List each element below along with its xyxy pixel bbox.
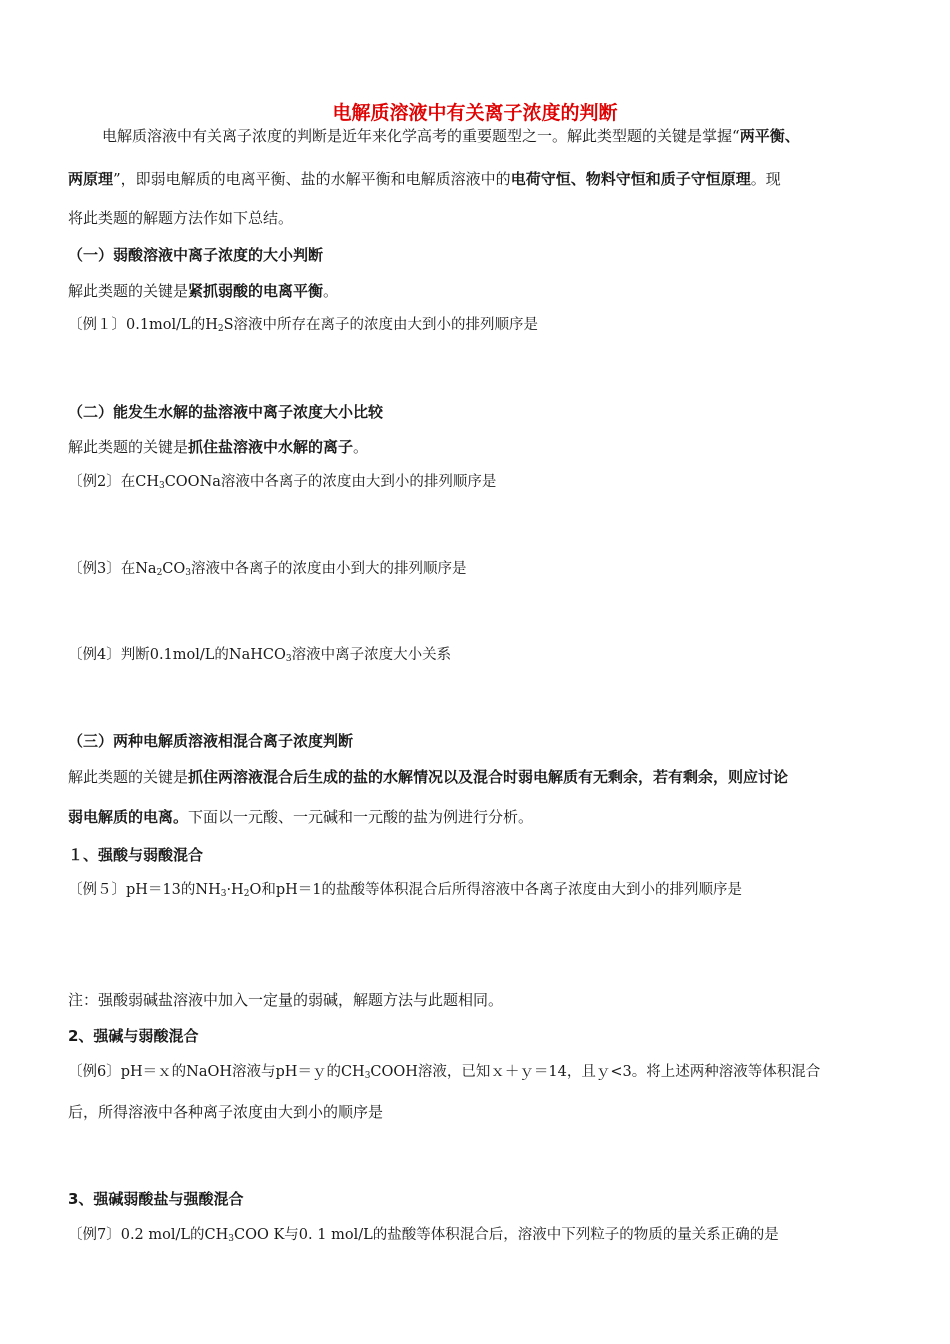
example-6-line-1 — [68, 1062, 820, 1082]
intro-bold-2: 两原理 — [68, 170, 114, 188]
intro-text-3: 。现 — [750, 170, 781, 188]
example-2-text-b: COONa溶液中各离子的浓度由大到小的排列顺序是 — [164, 474, 497, 490]
section-1-heading: （一）弱酸溶液中离子浓度的大小判断 — [68, 246, 324, 264]
example-6-line-2: 后，所得溶液中各种离子浓度由大到小的顺序是 — [68, 1103, 384, 1121]
subsection-1-heading: １、强酸与弱酸混合 — [68, 846, 204, 864]
document-title: 电解质溶液中有关离子浓度的判断 — [332, 102, 618, 124]
section-2-heading: （二）能发生水解的盐溶液中离子浓度大小比较 — [68, 403, 384, 421]
section-3-key2-bold: 弱电解质的电离。 — [68, 808, 189, 826]
example-4 — [68, 645, 451, 665]
example-3-sub-2: 3 — [185, 568, 192, 578]
section-3-key-line-2 — [68, 807, 533, 827]
example-7-sub: 3 — [228, 1234, 234, 1244]
example-4-sub: 3 — [285, 654, 292, 664]
section-2-key — [68, 437, 368, 457]
section-2-key-end: 。 — [353, 438, 369, 456]
example-5-sub: 3 — [220, 889, 227, 899]
example-7-text-b: COO K与0. 1 mol/L的盐酸等体积混合后，溶液中下列粒子的物质的量关系正确的是 — [234, 1227, 779, 1243]
example-1-text-b: S溶液中所存在离子的浓度由大到小的排列顺序是 — [223, 317, 539, 333]
example-4-text-b: 溶液中离子浓度大小关系 — [291, 647, 452, 663]
section-1-key-pre: 解此类题的关键是 — [68, 282, 189, 300]
example-2-sub: 3 — [158, 481, 165, 491]
example-7 — [68, 1225, 779, 1245]
section-2-key-bold: 抓住盐溶液中水解的离子 — [188, 438, 354, 456]
intro-line-3: 将此类题的解题方法作如下总结。 — [68, 209, 294, 227]
section-2-key-pre: 解此类题的关键是 — [68, 438, 189, 456]
intro-text-2: ”，即弱电解质的电离平衡、盐的水解平衡和电解质溶液中的 — [113, 170, 511, 188]
example-2 — [68, 472, 496, 492]
subsection-3-heading: 3、强碱弱酸盐与强酸混合 — [68, 1190, 244, 1208]
example-3-text-a: 〔例3〕在Na — [68, 561, 157, 577]
example-5 — [68, 880, 742, 900]
section-1-key — [68, 281, 338, 301]
section-1-key-end: 。 — [323, 282, 339, 300]
example-6-text-a: 〔例6〕pH＝ｘ的NaOH溶液与pH＝ｙ的CH — [68, 1064, 365, 1080]
section-3-heading: （三）两种电解质溶液相混合离子浓度判断 — [68, 732, 354, 750]
intro-line-1 — [102, 126, 800, 146]
example-3-sub-1: 2 — [156, 568, 163, 578]
intro-text-1: 电解质溶液中有关离子浓度的判断是近年来化学高考的重要题型之一。解此类型题的关键是掌握“ — [102, 127, 740, 145]
example-5-text-a: 〔例５〕pH＝13的NH — [68, 882, 221, 898]
example-1-text-a: 〔例１〕0.1mol/L的H — [68, 317, 218, 333]
example-6-text-b: COOH溶液，已知ｘ＋ｙ＝14，且ｙ<3。将上述两种溶液等体积混合 — [370, 1064, 821, 1080]
example-1 — [68, 315, 538, 335]
example-2-text-a: 〔例2〕在CH — [68, 474, 159, 490]
example-7-text-a: 〔例7〕0.2 mol/L的CH — [68, 1227, 229, 1243]
example-5-sub-2: 2 — [243, 889, 250, 899]
section-3-key-line-1 — [68, 767, 788, 787]
intro-bold-1: 两平衡、 — [739, 127, 800, 145]
section-3-key-pre: 解此类题的关键是 — [68, 768, 189, 786]
example-5-text-c: O和pH＝1的盐酸等体积混合后所得溶液中各离子浓度由大到小的排列顺序是 — [249, 882, 742, 898]
section-3-key-bold: 抓住两溶液混合后生成的盐的水解情况以及混合时弱电解质有无剩余，若有剩余，则应讨论 — [188, 768, 789, 786]
example-1-sub: 2 — [217, 324, 224, 334]
example-4-text-a: 〔例4〕判断0.1mol/L的NaHCO — [68, 647, 286, 663]
example-6-sub: 3 — [364, 1071, 371, 1081]
intro-bold-3: 电荷守恒、物料守恒和质子守恒原理 — [510, 170, 751, 188]
section-3-key2-end: 下面以一元酸、一元碱和一元酸的盐为例进行分析。 — [188, 808, 534, 826]
example-3 — [68, 559, 467, 579]
example-5-text-b: ·H — [226, 882, 244, 898]
example-3-text-b: CO — [162, 561, 186, 577]
example-3-text-c: 溶液中各离子的浓度由小到大的排列顺序是 — [191, 561, 467, 577]
section-1-key-bold: 紧抓弱酸的电离平衡 — [188, 282, 324, 300]
subsection-2-heading: 2、强碱与弱酸混合 — [68, 1027, 199, 1045]
note-text: 注：强酸弱碱盐溶液中加入一定量的弱碱，解题方法与此题相同。 — [68, 991, 504, 1009]
intro-line-2 — [68, 169, 781, 189]
